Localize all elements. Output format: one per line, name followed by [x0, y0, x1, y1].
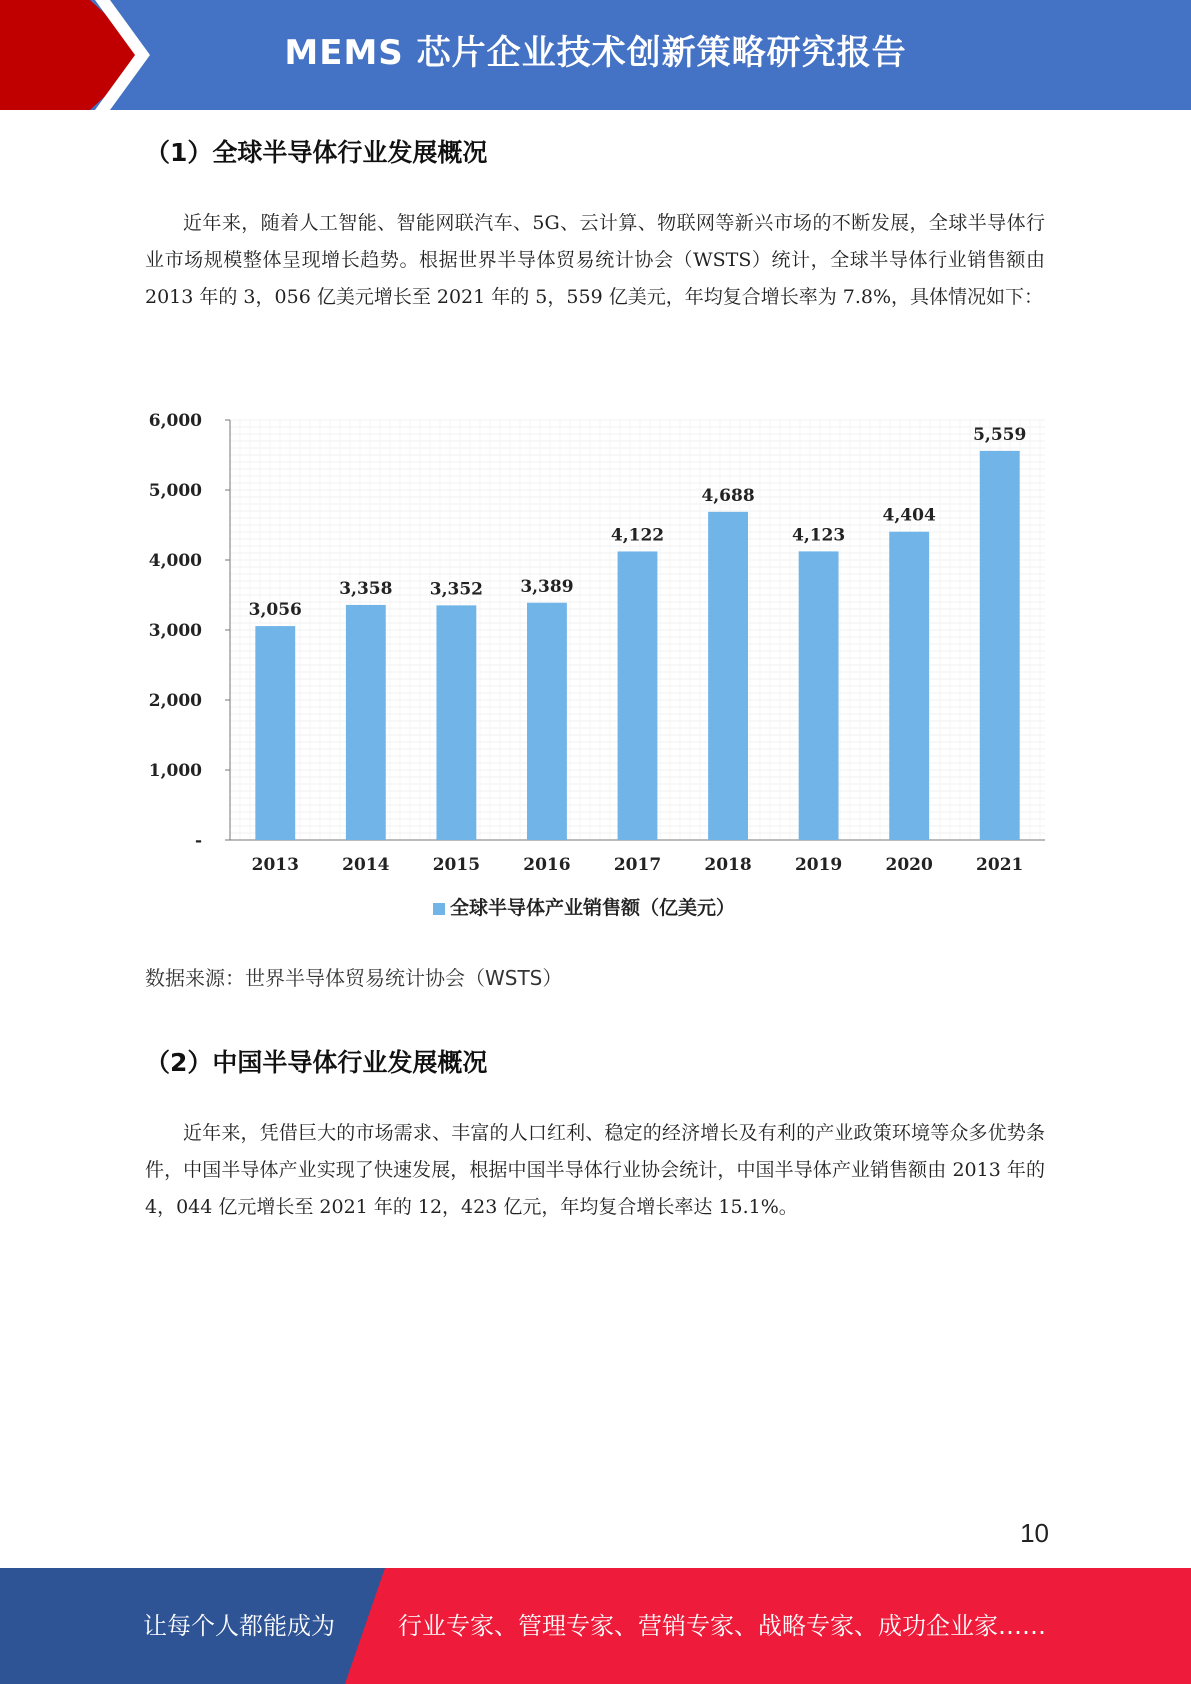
- x-tick-label: 2018: [704, 855, 752, 875]
- paragraph-china: [145, 1115, 1045, 1226]
- y-tick-label: 2,000: [148, 691, 202, 711]
- section-heading-china: （2）中国半导体行业发展概况: [145, 1048, 488, 1077]
- bar-2017: [618, 551, 658, 840]
- bar-2013: [255, 626, 295, 840]
- bar-2018: [708, 512, 748, 840]
- y-tick-label: 4,000: [148, 551, 202, 571]
- y-tick-label: -: [194, 831, 202, 851]
- legend-label: 全球半导体产业销售额（亿美元）: [450, 897, 736, 919]
- y-tick-label: 1,000: [148, 761, 202, 781]
- bar-2020: [889, 532, 929, 840]
- paragraph-china-text: 近年来，凭借巨大的市场需求、丰富的人口红利、稳定的经济增长及有利的产业政策环境等众多优势条件，中国半导体产业实现了快速发展，根据中国半导体行业协会统计，中国半导体产业销售额由 2013 年的 4，044 亿元增长至 2021 年的 12，423 亿元，年均复合增长率达 15.1%。: [145, 1122, 1045, 1218]
- x-tick-labels: [252, 855, 1024, 875]
- page-footer: [0, 1568, 1191, 1684]
- legend-swatch: [433, 903, 445, 915]
- bar-2021: [980, 451, 1020, 840]
- report-title: MEMS 芯片企业技术创新策略研究报告: [284, 33, 907, 73]
- bar-value-label: 4,404: [882, 505, 936, 526]
- bar-value-label: 4,688: [701, 485, 755, 506]
- x-tick-label: 2019: [794, 855, 843, 875]
- bar-2015: [436, 605, 476, 840]
- bar-value-label: 4,123: [791, 525, 846, 546]
- bar-value-label: 3,056: [248, 600, 302, 621]
- page-number: 10: [1020, 1518, 1049, 1548]
- y-tick-label: 6,000: [148, 411, 202, 431]
- bar-value-label: 4,122: [610, 525, 665, 546]
- source-note: 数据来源：世界半导体贸易统计协会（WSTS）: [145, 966, 563, 990]
- x-tick-label: 2016: [523, 855, 571, 875]
- x-tick-label: 2015: [432, 855, 481, 875]
- y-tick-label: 5,000: [148, 481, 202, 501]
- bar-value-label: 3,358: [339, 578, 393, 599]
- bar-2019: [799, 551, 839, 840]
- y-tick-label: 3,000: [148, 621, 202, 641]
- bar-value-label: 3,352: [429, 579, 484, 600]
- x-tick-label: 2017: [613, 855, 662, 875]
- bar-2016: [527, 603, 567, 840]
- y-tick-labels: [149, 411, 230, 851]
- sales-bar-chart: [145, 395, 1055, 935]
- x-tick-label: 2020: [885, 855, 933, 875]
- bar-value-label: 3,389: [520, 576, 574, 597]
- bar-value-label: 5,559: [973, 424, 1027, 445]
- page-header: [0, 0, 1191, 110]
- x-tick-label: 2013: [251, 855, 299, 875]
- paragraph-global-text: 近年来，随着人工智能、智能网联汽车、5G、云计算、物联网等新兴市场的不断发展，全球半导体行业市场规模整体呈现增长趋势。根据世界半导体贸易统计协会（WSTS）统计，全球半导体行业销售额由 2013 年的 3，056 亿美元增长至 2021 年的 5，559 亿美元，年均复合增长率为 7.8%，具体情况如下：: [145, 212, 1045, 308]
- x-tick-label: 2021: [976, 855, 1024, 875]
- section-heading-global: （1）全球半导体行业发展概况: [145, 138, 488, 167]
- bar-2014: [346, 605, 386, 840]
- footer-slogan-right: 行业专家、管理专家、营销专家、战略专家、成功企业家……: [398, 1612, 1046, 1640]
- footer-slogan-left: 让每个人都能成为: [143, 1612, 335, 1640]
- x-tick-label: 2014: [342, 855, 390, 875]
- paragraph-global: [145, 205, 1045, 316]
